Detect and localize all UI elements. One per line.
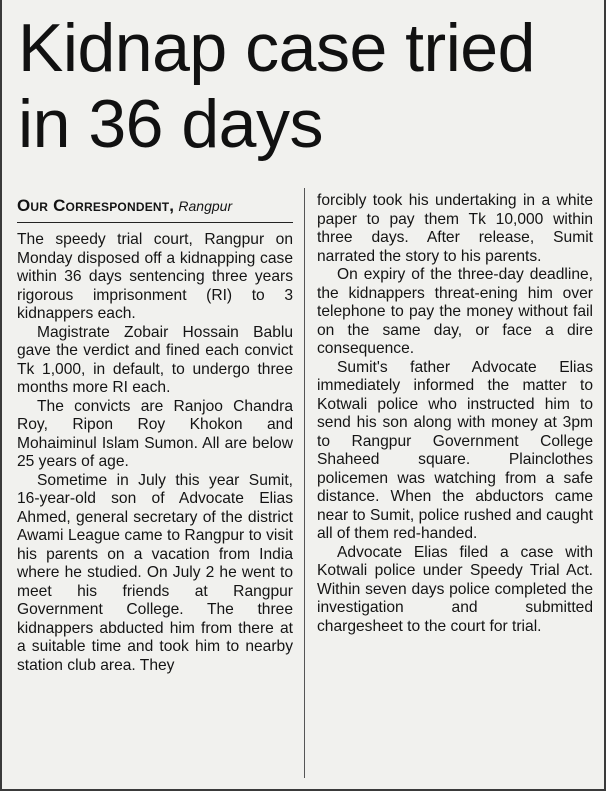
article-column-right [317,192,593,636]
byline [17,196,293,223]
paragraph-4: Sometime in July this year Sumit, 16-year-old son of Advocate Elias Ahmed, general secretary of the district Awami League came to Rangpur to visit his parents on a vacation from India where he studied. On July 2 he went to meet his friends at Rangpur Government College. The three kidnappers abducted him from there at a suitable time and took him to nearby station club area. They [17,471,293,674]
headline-line-2: in 36 days [18,86,323,162]
headline [18,10,604,162]
headline-line-1: Kidnap case tried [18,10,535,86]
article-column-left [17,196,293,675]
paragraph-8: Advocate Elias filed a case with Kotwali police under Speedy Trial Act. Within seven days police completed the investigation and submitted chargesheet to the court for trial. [317,543,593,635]
paragraph-1: The speedy trial court, Rangpur on Monday disposed off a kidnapping case within 36 days sentencing three years rigorous imprisonment (RI) to 3 kidnappers each. [17,231,293,322]
paragraph-2: Magistrate Zobair Hossain Bablu gave the verdict and fined each convict Tk 1,000, in default, to undergo three months more RI each. [17,323,293,396]
paragraph-6: On expiry of the three-day deadline, the kidnappers threat-ening him over telephone to pay the money without fail on the same day, or face a dire consequence. [317,266,593,357]
byline-place: Rangpur [178,198,233,214]
column-divider [304,188,305,778]
paragraph-3: The convicts are Ranjoo Chandra Roy, Ripon Roy Khokon and Mohaiminul Islam Sumon. All are below 25 years of age. [17,397,293,470]
paragraph-5: forcibly took his undertaking in a white paper to pay them Tk 10,000 within three days. After release, Sumit narrated the story to his parents. [317,192,593,265]
byline-author: Our Correspondent, [17,196,175,215]
paragraph-7: Sumit's father Advocate Elias immediately informed the matter to Kotwali police who instructed him to send his son along with money at 3pm to Rangpur Government College Shaheed square. Plainclothes policemen was watching from a safe distance. When the abductors came near to Sumit, police rushed and caught all of them red-handed. [317,358,593,542]
